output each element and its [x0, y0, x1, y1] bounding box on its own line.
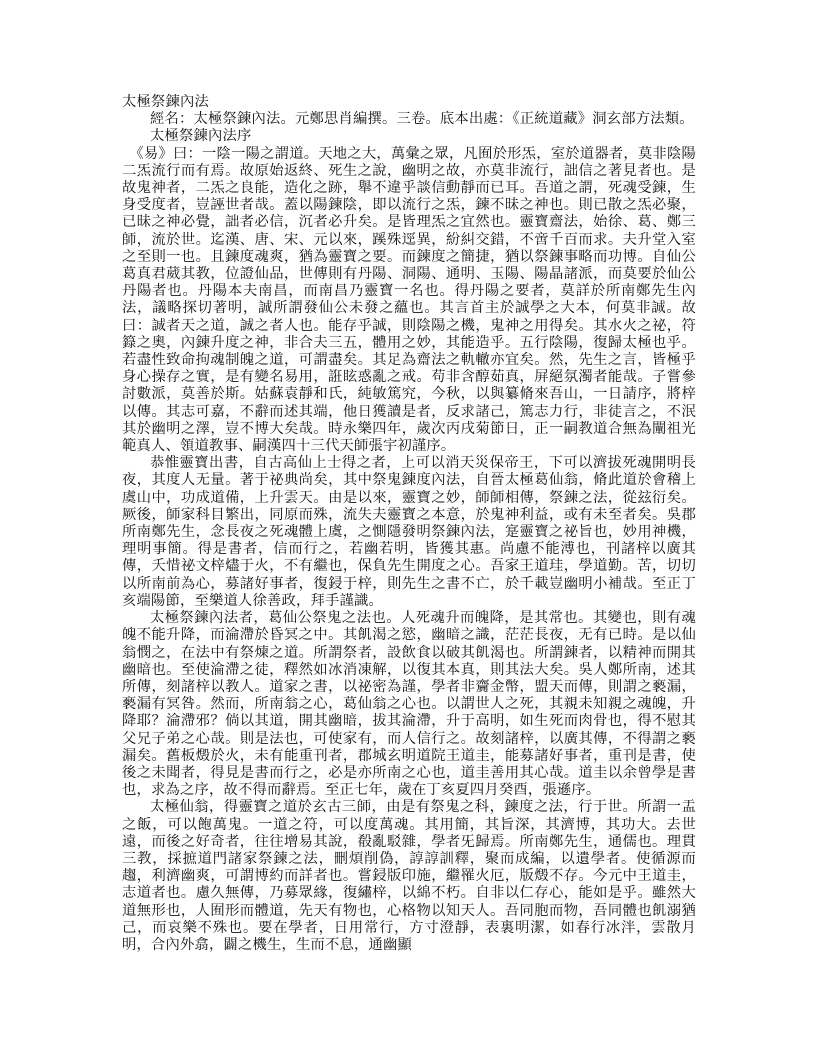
second-preface-paragraph: 太極祭鍊內法者，葛仙公祭鬼之法也。人死魂升而魄降，是其常也。其變也，則有魂魄不能升降，而淪滯於昏冥之中。其飢渴之慾，幽暗之識，茫茫長夜，无有已時。是以仙翁憫之，在法中有祭煉之道。所謂祭者，設飲食以破其飢渴也。所謂鍊者，以精神而開其幽暗也。至使淪滯之徒，釋然如冰消凍解，以復其本真，則其法大矣。吳人鄭所南，述其所傳，刻諸梓以教人。道家之書，以祕密為謹，學者非齎金幣，盟天而傳，則謂之褻漏，褻漏有冥咎。然而，所南翁之心，葛仙翁之心也。以謂世人之死，其親未知親之魂魄，升降耶？淪滯邪？倘以其道，開其幽暗，拔其淪滯，升于高明，如生死而肉骨也，得不慰其父兄子弟之心哉。則是法也，可使家有，而人信行之。故刻諸梓，以廣其傳，不得謂之褻漏矣。舊板燬於火，未有能重刊者，郡城玄明道院王道圭，能募諸好事者，重刊是書，使後之未聞者，得見是書而行之，必是亦所南之心也，道圭善用其心哉。道圭以余曾學是書也，求為之序，故不得而辭焉。至正七年，歲在丁亥夏四月癸酉，張遜序。	[122, 610, 696, 799]
scripture-metadata: 經名：太極祭鍊內法。元鄭思肖編撰。三卷。底本出處：《正統道藏》洞玄部方法類。	[150, 111, 694, 128]
postscript-paragraph: 恭惟靈寶出書，自古高仙上士得之者，上可以消天災保帝王，下可以濟拔死魂開明長夜，其度人无量。著于祕典尚矣，其中祭鬼鍊度內法，自晉太極葛仙翁，脩此道於會稽上虞山中，功成道備，上升雲天。由是以來，靈寶之妙，師師相傳，祭鍊之法，從玆衍矣。厥後，師家科目繁出，同原而殊，流失夫靈寶之本意，於鬼神利益，或有未至者矣。吳郡所南鄭先生，念長夜之死魂體上虞，之惻隱發明祭鍊內法，寔靈寶之祕旨也，妙用神機，理明事簡。得是書者，信而行之，若幽若明，皆獲其惠。尚慮不能溥也，刊諸梓以廣其傳，夭惜祕文梓燼于火，不有繼也，保負先生開度之心。吾家王道珪，學道勤。苦，切切以所南前為心，募諸好事者，復鋟于梓，則先生之書不亡，於千載豈幽明小補哉。至正丁亥端陽節，至樂道人徐善政，拜手謹識。	[122, 455, 696, 609]
document-title: 太極祭鍊內法	[122, 94, 209, 110]
third-preface-paragraph: 太極仙翁，得靈寶之道於玄古三師，由是有祭鬼之科，鍊度之法，行于世。所謂一盂之飯，可以飽萬鬼。一道之符，可以度萬魂。其用簡，其旨深，其濟博，其功大。去世遠，而後之好奇者，往往增易其說，殽亂駁雜，學者旡歸焉。所南鄭先生，通儒也。理貫三教，採摭道門諸家祭鍊之法，刪煩削偽，諄諄訓釋，聚而成編，以遺學者。使循源而趨，利濟幽爽，可謂博約而詳者也。嘗鋟版印施，繼罹火厄，版燬不存。今元中王道圭，志道者也。慮久無傳，乃募眾緣，復繡梓，以綿不朽。自非以仁存心，能如是乎。雖然大道無形也，人囿形而體道，先天有物也，心格物以知天人。吾同胞而物，吾同體也飢溺猶己，而哀樂不殊也。要在學者，日用常行，方寸澄靜，表裏明潔，如春行冰泮，雲散月明，合內外翕，闢之機生，生而不息，通幽顯	[122, 799, 696, 953]
preface-heading: 太極祭鍊內法序	[150, 128, 252, 145]
document-page	[122, 94, 696, 954]
preface-paragraph: 《易》曰：一陰一陽之謂道。天地之大，萬彙之眾，凡囿於形炁，室於道器者，莫非陰陽二炁流行而有焉。故原始返終、死生之說，幽明之故，亦莫非流行，詘信之著見者也。是故鬼神者，二炁之良能，造化之跡，舉不違乎談信動靜而已耳。吾道之謂，死魂受鍊，生身受度者，豈誣世者哉。蓋以陽鍊陰，即以流行之炁，鍊不昧之神也。則已散之炁必聚，已昧之神必覺，詘者必信，沉者必升矣。是皆理炁之宜然也。靈寶齋法，始徐、葛、鄭三師，流於世。迄漢、唐、宋、元以來，蹊殊逕異，紛糾交錯，不啻千百而求。夫升堂入室之至則一也。且鍊度魂爽，猶為靈寶之要。而鍊度之簡捷，猶以祭鍊事略而功博。自仙公葛真君葳其教，位證仙品，世傳則有丹陽、洞陽、通明、玉陽、陽晶諸派，而莫要於仙公丹陽者也。丹陽本夫南昌，而南昌乃靈寶一名也。得丹陽之要者，莫詳於所南鄭先生內法，議略探切著明，誠所謂發仙公未發之蘊也。其言首主於誠學之大本，何莫非誠。故曰：誠者天之道，誠之者人也。能存乎誠，則陰陽之機，鬼神之用得矣。其水火之祕，符籙之奧，內鍊升度之神，非合夫三五，體用之妙，其能造乎。五行陰陽，復歸太極也乎。若盡性致命拘魂制魄之道，可謂盡矣。其足為齋法之軌轍亦宜矣。然，先生之言，皆極乎身心操存之實，是有變名易用，誑眩惑亂之戒。苟非含醇茹真，屏絕氛濁者能哉。子嘗參討數派，莫善於斯。姑蘇袁靜和氏，純敏篤究，今秋，以與纂脩來吾山，一日請序，將梓以傳。其志可嘉，不辭而述其端，他日獲讀是者，反求諸己，篤志力行，非徒言之，不泯其於幽明之澤，豈不博大矣哉。時永樂四年，歲次丙戌菊節日，正一嗣教道合無為闡祖光範真人、領道教事、嗣漢四十三代天師張宇初謹序。	[122, 145, 696, 455]
